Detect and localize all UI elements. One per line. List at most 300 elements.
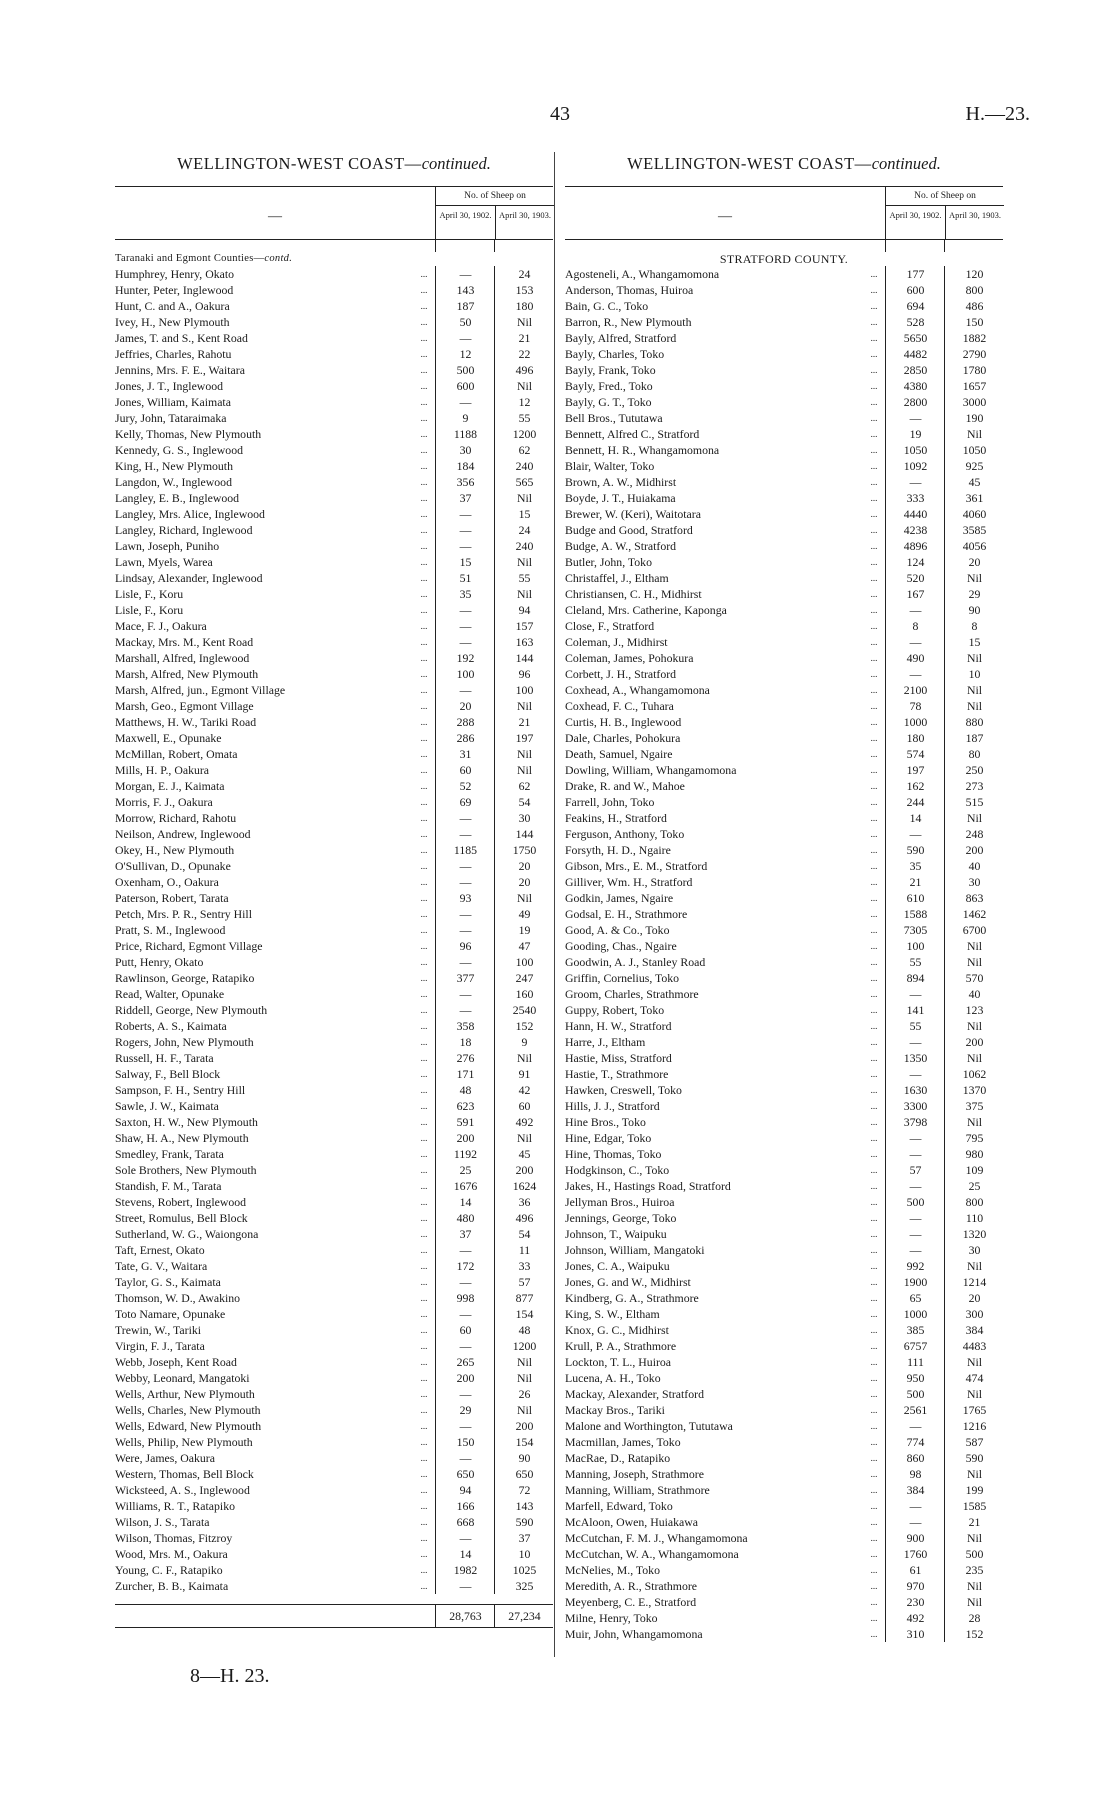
- table-row: [565, 1626, 1003, 1642]
- leader-dots: ...: [870, 765, 878, 775]
- owner-name: Bennett, Alfred C., Stratford: [565, 427, 700, 441]
- owner-name: McCutchan, W. A., Whangamomona: [565, 1547, 739, 1561]
- sheep-1903: 800: [944, 1194, 1004, 1210]
- owner-name: Bennett, H. R., Whangamomona: [565, 443, 720, 457]
- sheep-1902: 96: [435, 938, 495, 954]
- table-row: [565, 970, 1003, 986]
- owner-name: Lawn, Myels, Warea: [115, 555, 213, 569]
- sheep-1902: 265: [435, 1354, 495, 1370]
- sheep-1903: 150: [944, 314, 1004, 330]
- sheep-1903: 110: [944, 1210, 1004, 1226]
- sheep-1902: 1588: [885, 906, 945, 922]
- leader-dots: ...: [870, 653, 878, 663]
- leader-dots: ...: [870, 429, 878, 439]
- leader-dots: ...: [870, 1069, 878, 1079]
- sheep-1902: 2800: [885, 394, 945, 410]
- leader-dots: ...: [870, 1133, 878, 1143]
- sheep-1903: 384: [944, 1322, 1004, 1338]
- sheep-1902: 166: [435, 1498, 495, 1514]
- right-table-header: [565, 186, 1003, 240]
- leader-dots: ...: [420, 1149, 428, 1159]
- table-row: [565, 346, 1003, 362]
- sheep-1902: 1000: [885, 714, 945, 730]
- sheep-1902: 1092: [885, 458, 945, 474]
- leader-dots: ...: [420, 941, 428, 951]
- table-row: [565, 1018, 1003, 1034]
- sheep-1902: —: [885, 1514, 945, 1530]
- owner-name: Lucena, A. H., Toko: [565, 1371, 661, 1385]
- sheep-1903: 4060: [944, 506, 1004, 522]
- table-row: [115, 1242, 553, 1258]
- sheep-1902: 356: [435, 474, 495, 490]
- leader-dots: ...: [870, 1389, 878, 1399]
- sheep-1903: 20: [944, 1290, 1004, 1306]
- sheep-1903: Nil: [944, 570, 1004, 586]
- sheep-1903: 4483: [944, 1338, 1004, 1354]
- sheep-1902: —: [885, 1178, 945, 1194]
- sheep-1903: 55: [494, 410, 554, 426]
- table-row: [565, 1322, 1003, 1338]
- owner-name: O'Sullivan, D., Opunake: [115, 859, 231, 873]
- sheep-1903: Nil: [944, 698, 1004, 714]
- sheep-1903: 590: [944, 1450, 1004, 1466]
- sheep-1903: 47: [494, 938, 554, 954]
- leader-dots: ...: [870, 509, 878, 519]
- owner-name: Johnson, T., Waipuku: [565, 1227, 667, 1241]
- sheep-1903: Nil: [494, 1354, 554, 1370]
- sheep-1903: 375: [944, 1098, 1004, 1114]
- leader-dots: ...: [420, 381, 428, 391]
- sheep-1903: 496: [494, 1210, 554, 1226]
- table-row: [115, 650, 553, 666]
- owner-name: Jennings, George, Toko: [565, 1211, 677, 1225]
- leader-dots: ...: [420, 1165, 428, 1175]
- sheep-1902: 167: [885, 586, 945, 602]
- table-row: [115, 666, 553, 682]
- owner-name: Brewer, W. (Keri), Waitotara: [565, 507, 701, 521]
- total-1902: 28,763: [435, 1605, 495, 1627]
- sheep-1902: 35: [885, 858, 945, 874]
- table-row: [115, 1098, 553, 1114]
- leader-dots: ...: [870, 1181, 878, 1191]
- sheep-1902: 55: [885, 954, 945, 970]
- sheep-1902: —: [885, 1226, 945, 1242]
- leader-dots: ...: [870, 1341, 878, 1351]
- table-row: [115, 1354, 553, 1370]
- table-row: [565, 1610, 1003, 1626]
- leader-dots: ...: [870, 1085, 878, 1095]
- owner-name: Paterson, Robert, Tarata: [115, 891, 229, 905]
- sheep-1902: 591: [435, 1114, 495, 1130]
- right-column: [565, 150, 1003, 1642]
- sheep-1903: 1370: [944, 1082, 1004, 1098]
- sheep-1902: 65: [885, 1290, 945, 1306]
- sheep-1903: 980: [944, 1146, 1004, 1162]
- sheep-1903: Nil: [944, 682, 1004, 698]
- sheep-header: [435, 187, 554, 239]
- table-row: [115, 922, 553, 938]
- owner-name: Gibson, Mrs., E. M., Stratford: [565, 859, 708, 873]
- leader-dots: ...: [870, 1245, 878, 1255]
- sheep-1903: Nil: [944, 1258, 1004, 1274]
- owner-name: Knox, G. C., Midhirst: [565, 1323, 669, 1337]
- sheep-1903: 565: [494, 474, 554, 490]
- table-row: [565, 1338, 1003, 1354]
- sheep-1902: —: [435, 1386, 495, 1402]
- left-title: WELLINGTON-WEST COAST—continued.: [177, 154, 491, 173]
- sheep-1902: 1676: [435, 1178, 495, 1194]
- leader-dots: ...: [420, 317, 428, 327]
- sheep-1902: 1900: [885, 1274, 945, 1290]
- owner-name: Brown, A. W., Midhirst: [565, 475, 677, 489]
- page-reference: H.—23.: [965, 103, 1030, 125]
- sheep-1902: 600: [885, 282, 945, 298]
- sheep-1902: 15: [435, 554, 495, 570]
- sheep-1903: 650: [494, 1466, 554, 1482]
- owner-name: Coleman, James, Pohokura: [565, 651, 694, 665]
- sheep-1902: —: [435, 906, 495, 922]
- owner-name: Hastie, Miss, Stratford: [565, 1051, 672, 1065]
- table-row: [565, 1178, 1003, 1194]
- sheep-1902: 1630: [885, 1082, 945, 1098]
- owner-name: Bain, G. C., Toko: [565, 299, 649, 313]
- sheep-1902: —: [435, 858, 495, 874]
- owner-name: Jellyman Bros., Huiroa: [565, 1195, 675, 1209]
- left-column: [115, 150, 553, 1628]
- owner-name: Harre, J., Eltham: [565, 1035, 646, 1049]
- table-row: [115, 954, 553, 970]
- owner-name: Petch, Mrs. P. R., Sentry Hill: [115, 907, 252, 921]
- owner-name: Hunt, C. and A., Oakura: [115, 299, 230, 313]
- owner-name: Mackay, Mrs. M., Kent Road: [115, 635, 254, 649]
- table-row: [115, 298, 553, 314]
- table-row: [115, 378, 553, 394]
- page-number: 43: [550, 103, 570, 125]
- leader-dots: ...: [420, 349, 428, 359]
- leader-dots: ...: [420, 957, 428, 967]
- owner-name: Morgan, E. J., Kaimata: [115, 779, 225, 793]
- owner-name: Okey, H., New Plymouth: [115, 843, 235, 857]
- sheep-1903: 492: [494, 1114, 554, 1130]
- table-row: [565, 1242, 1003, 1258]
- sheep-1902: —: [435, 682, 495, 698]
- leader-dots: ...: [870, 877, 878, 887]
- sheep-1903: 120: [944, 266, 1004, 282]
- owner-name: Jeffries, Charles, Rahotu: [115, 347, 232, 361]
- sheep-1902: 492: [885, 1610, 945, 1626]
- sheep-1903: Nil: [494, 698, 554, 714]
- table-row: [115, 1034, 553, 1050]
- owner-name: Young, C. F., Ratapiko: [115, 1563, 223, 1577]
- owner-name: Griffin, Cornelius, Toko: [565, 971, 680, 985]
- owner-name: Bayly, Frank, Toko: [565, 363, 656, 377]
- owner-name: Standish, F. M., Tarata: [115, 1179, 222, 1193]
- table-row: [115, 634, 553, 650]
- table-row: [115, 698, 553, 714]
- owner-name: Were, James, Oakura: [115, 1451, 215, 1465]
- sheep-1902: 93: [435, 890, 495, 906]
- table-row: [115, 762, 553, 778]
- table-row: [565, 1034, 1003, 1050]
- sheep-1902: 3798: [885, 1114, 945, 1130]
- sheep-1902: 180: [885, 730, 945, 746]
- owner-name: Matthews, H. W., Tariki Road: [115, 715, 257, 729]
- leader-dots: ...: [420, 733, 428, 743]
- table-row: [565, 922, 1003, 938]
- sheep-1902: 200: [435, 1370, 495, 1386]
- sheep-1902: 3300: [885, 1098, 945, 1114]
- table-row: [565, 394, 1003, 410]
- right-rows: [565, 240, 1003, 1642]
- owner-name: Meredith, A. R., Strathmore: [565, 1579, 698, 1593]
- table-row: [565, 442, 1003, 458]
- leader-dots: ...: [420, 525, 428, 535]
- sheep-1902: 480: [435, 1210, 495, 1226]
- owner-name: Hine, Thomas, Toko: [565, 1147, 662, 1161]
- sheep-1903: 54: [494, 1226, 554, 1242]
- sheep-1903: 154: [494, 1434, 554, 1450]
- owner-name: Lockton, T. L., Huiroa: [565, 1355, 672, 1369]
- table-row: [565, 522, 1003, 538]
- table-row: [565, 986, 1003, 1002]
- leader-dots: ...: [870, 397, 878, 407]
- table-row: [565, 938, 1003, 954]
- table-row: [115, 1066, 553, 1082]
- sheep-1902: 4238: [885, 522, 945, 538]
- sheep-1902: 184: [435, 458, 495, 474]
- owner-name: Wilson, J. S., Tarata: [115, 1515, 210, 1529]
- sheep-1903: 3585: [944, 522, 1004, 538]
- owner-name: Mackay Bros., Tariki: [565, 1403, 665, 1417]
- totals-row: [115, 1604, 553, 1628]
- owner-name: Blair, Walter, Toko: [565, 459, 655, 473]
- sheep-1903: 30: [944, 1242, 1004, 1258]
- owner-name: Gilliver, Wm. H., Stratford: [565, 875, 693, 889]
- leader-dots: ...: [420, 925, 428, 935]
- sheep-1903: 10: [494, 1546, 554, 1562]
- leader-dots: ...: [420, 573, 428, 583]
- sheep-1902: 94: [435, 1482, 495, 1498]
- table-row: [565, 730, 1003, 746]
- owner-name: Cleland, Mrs. Catherine, Kaponga: [565, 603, 727, 617]
- table-row: [115, 1290, 553, 1306]
- table-row: [565, 538, 1003, 554]
- sheep-1903: 163: [494, 634, 554, 650]
- owner-name: Milne, Henry, Toko: [565, 1611, 658, 1625]
- sheep-1902: 78: [885, 698, 945, 714]
- owner-name: Langley, Mrs. Alice, Inglewood: [115, 507, 265, 521]
- leader-dots: ...: [870, 1325, 878, 1335]
- sheep-1903: 273: [944, 778, 1004, 794]
- sheep-1903: 1200: [494, 1338, 554, 1354]
- sheep-1902: —: [435, 506, 495, 522]
- leader-dots: ...: [870, 1309, 878, 1319]
- owner-name: Ferguson, Anthony, Toko: [565, 827, 685, 841]
- sheep-1903: 1462: [944, 906, 1004, 922]
- table-row: [115, 506, 553, 522]
- owner-name: Lawn, Joseph, Puniho: [115, 539, 220, 553]
- sheep-1903: 40: [944, 858, 1004, 874]
- owner-name: Wells, Edward, New Plymouth: [115, 1419, 262, 1433]
- footer-ref: 8—H. 23.: [190, 1665, 270, 1687]
- leader-dots: ...: [870, 1517, 878, 1527]
- table-row: [115, 1514, 553, 1530]
- leader-dots: ...: [870, 1277, 878, 1287]
- table-row: [565, 1466, 1003, 1482]
- leader-dots: ...: [420, 669, 428, 679]
- sheep-1902: 200: [435, 1130, 495, 1146]
- header-dash: —: [268, 209, 282, 224]
- sheep-1903: 100: [494, 954, 554, 970]
- sheep-1902: 98: [885, 1466, 945, 1482]
- sheep-1903: 863: [944, 890, 1004, 906]
- sheep-1903: 12: [494, 394, 554, 410]
- owner-name: Meyenberg, C. E., Stratford: [565, 1595, 697, 1609]
- sheep-1903: 19: [494, 922, 554, 938]
- leader-dots: ...: [420, 1309, 428, 1319]
- sheep-1903: 250: [944, 762, 1004, 778]
- owner-name: Farrell, John, Toko: [565, 795, 655, 809]
- leader-dots: ...: [420, 1293, 428, 1303]
- owner-name: Sampson, F. H., Sentry Hill: [115, 1083, 246, 1097]
- sheep-1902: 14: [885, 810, 945, 826]
- table-row: [565, 826, 1003, 842]
- table-row: [115, 346, 553, 362]
- sheep-1902: —: [885, 634, 945, 650]
- leader-dots: ...: [420, 701, 428, 711]
- owner-name: Wells, Charles, New Plymouth: [115, 1403, 261, 1417]
- sheep-1902: 992: [885, 1258, 945, 1274]
- leader-dots: ...: [870, 1293, 878, 1303]
- table-row: [115, 1130, 553, 1146]
- sheep-1903: 72: [494, 1482, 554, 1498]
- leader-dots: ...: [870, 1037, 878, 1047]
- sheep-1902: —: [885, 1242, 945, 1258]
- owner-name: Bayly, G. T., Toko: [565, 395, 652, 409]
- owner-name: Smedley, Frank, Tarata: [115, 1147, 224, 1161]
- table-row: [565, 1306, 1003, 1322]
- owner-name: Kennedy, G. S., Inglewood: [115, 443, 243, 457]
- leader-dots: ...: [870, 1117, 878, 1127]
- table-row: [565, 714, 1003, 730]
- owner-name: Pratt, S. M., Inglewood: [115, 923, 226, 937]
- owner-name: Morrow, Richard, Rahotu: [115, 811, 237, 825]
- leader-dots: ...: [420, 1181, 428, 1191]
- owner-name: Kindberg, G. A., Strathmore: [565, 1291, 699, 1305]
- table-row: [115, 1386, 553, 1402]
- leader-dots: ...: [420, 1213, 428, 1223]
- sheep-1902: 61: [885, 1562, 945, 1578]
- leader-dots: ...: [420, 557, 428, 567]
- sheep-1902: 60: [435, 762, 495, 778]
- sheep-1902: —: [885, 410, 945, 426]
- sheep-1902: 37: [435, 490, 495, 506]
- table-row: [565, 1450, 1003, 1466]
- table-row: [565, 1162, 1003, 1178]
- table-row: [115, 1082, 553, 1098]
- table-row: [565, 602, 1003, 618]
- sheep-1903: 199: [944, 1482, 1004, 1498]
- sheep-1903: 240: [494, 458, 554, 474]
- owner-name: Rawlinson, George, Ratapiko: [115, 971, 255, 985]
- owner-name: King, S. W., Eltham: [565, 1307, 660, 1321]
- sheep-1903: 80: [944, 746, 1004, 762]
- sheep-1902: 610: [885, 890, 945, 906]
- sheep-1903: 11: [494, 1242, 554, 1258]
- owner-name: Hine Bros., Toko: [565, 1115, 646, 1129]
- owner-name: Ivey, H., New Plymouth: [115, 315, 230, 329]
- table-row: [565, 634, 1003, 650]
- leader-dots: ...: [870, 1421, 878, 1431]
- table-row: [115, 778, 553, 794]
- table-row: [115, 1114, 553, 1130]
- table-row: [565, 1146, 1003, 1162]
- sheep-1903: 90: [494, 1450, 554, 1466]
- table-row: [115, 426, 553, 442]
- table-row: [115, 1370, 553, 1386]
- leader-dots: ...: [870, 717, 878, 727]
- sheep-1903: 152: [494, 1018, 554, 1034]
- sheep-1902: —: [435, 954, 495, 970]
- table-row: [115, 474, 553, 490]
- owner-name: Lisle, F., Koru: [115, 587, 184, 601]
- leader-dots: ...: [870, 893, 878, 903]
- leader-dots: ...: [420, 909, 428, 919]
- owner-name: Godsal, E. H., Strathmore: [565, 907, 688, 921]
- sheep-1902: 860: [885, 1450, 945, 1466]
- table-row: [565, 1562, 1003, 1578]
- table-row: [115, 714, 553, 730]
- owner-name: Toto Namare, Opunake: [115, 1307, 226, 1321]
- table-row: [565, 698, 1003, 714]
- sheep-1903: 22: [494, 346, 554, 362]
- table-row: [565, 1226, 1003, 1242]
- table-row: [115, 490, 553, 506]
- leader-dots: ...: [870, 909, 878, 919]
- leader-dots: ...: [870, 861, 878, 871]
- leader-dots: ...: [420, 1101, 428, 1111]
- leader-dots: ...: [420, 1341, 428, 1351]
- table-row: [565, 842, 1003, 858]
- owner-name: Mackay, Alexander, Stratford: [565, 1387, 704, 1401]
- table-row: [115, 1274, 553, 1290]
- owner-name: Tate, G. V., Waitara: [115, 1259, 208, 1273]
- leader-dots: ...: [870, 445, 878, 455]
- sheep-1903: 160: [494, 986, 554, 1002]
- owner-name: Jones, William, Kaimata: [115, 395, 231, 409]
- leader-dots: ...: [420, 1069, 428, 1079]
- leader-dots: ...: [420, 413, 428, 423]
- sheep-1902: 5650: [885, 330, 945, 346]
- leader-dots: ...: [870, 1453, 878, 1463]
- table-row: [565, 810, 1003, 826]
- leader-dots: ...: [420, 1373, 428, 1383]
- owner-name: Jakes, H., Hastings Road, Stratford: [565, 1179, 731, 1193]
- table-row: [565, 410, 1003, 426]
- owner-name: Sawle, J. W., Kaimata: [115, 1099, 219, 1113]
- leader-dots: ...: [420, 893, 428, 903]
- leader-dots: ...: [420, 1277, 428, 1287]
- leader-dots: ...: [870, 797, 878, 807]
- sheep-1903: 200: [494, 1162, 554, 1178]
- sheep-1903: 40: [944, 986, 1004, 1002]
- sheep-1902: 894: [885, 970, 945, 986]
- table-row: [565, 330, 1003, 346]
- sheep-1903: 36: [494, 1194, 554, 1210]
- table-row: [565, 1482, 1003, 1498]
- owner-name: Hine, Edgar, Toko: [565, 1131, 652, 1145]
- sheep-1902: —: [435, 922, 495, 938]
